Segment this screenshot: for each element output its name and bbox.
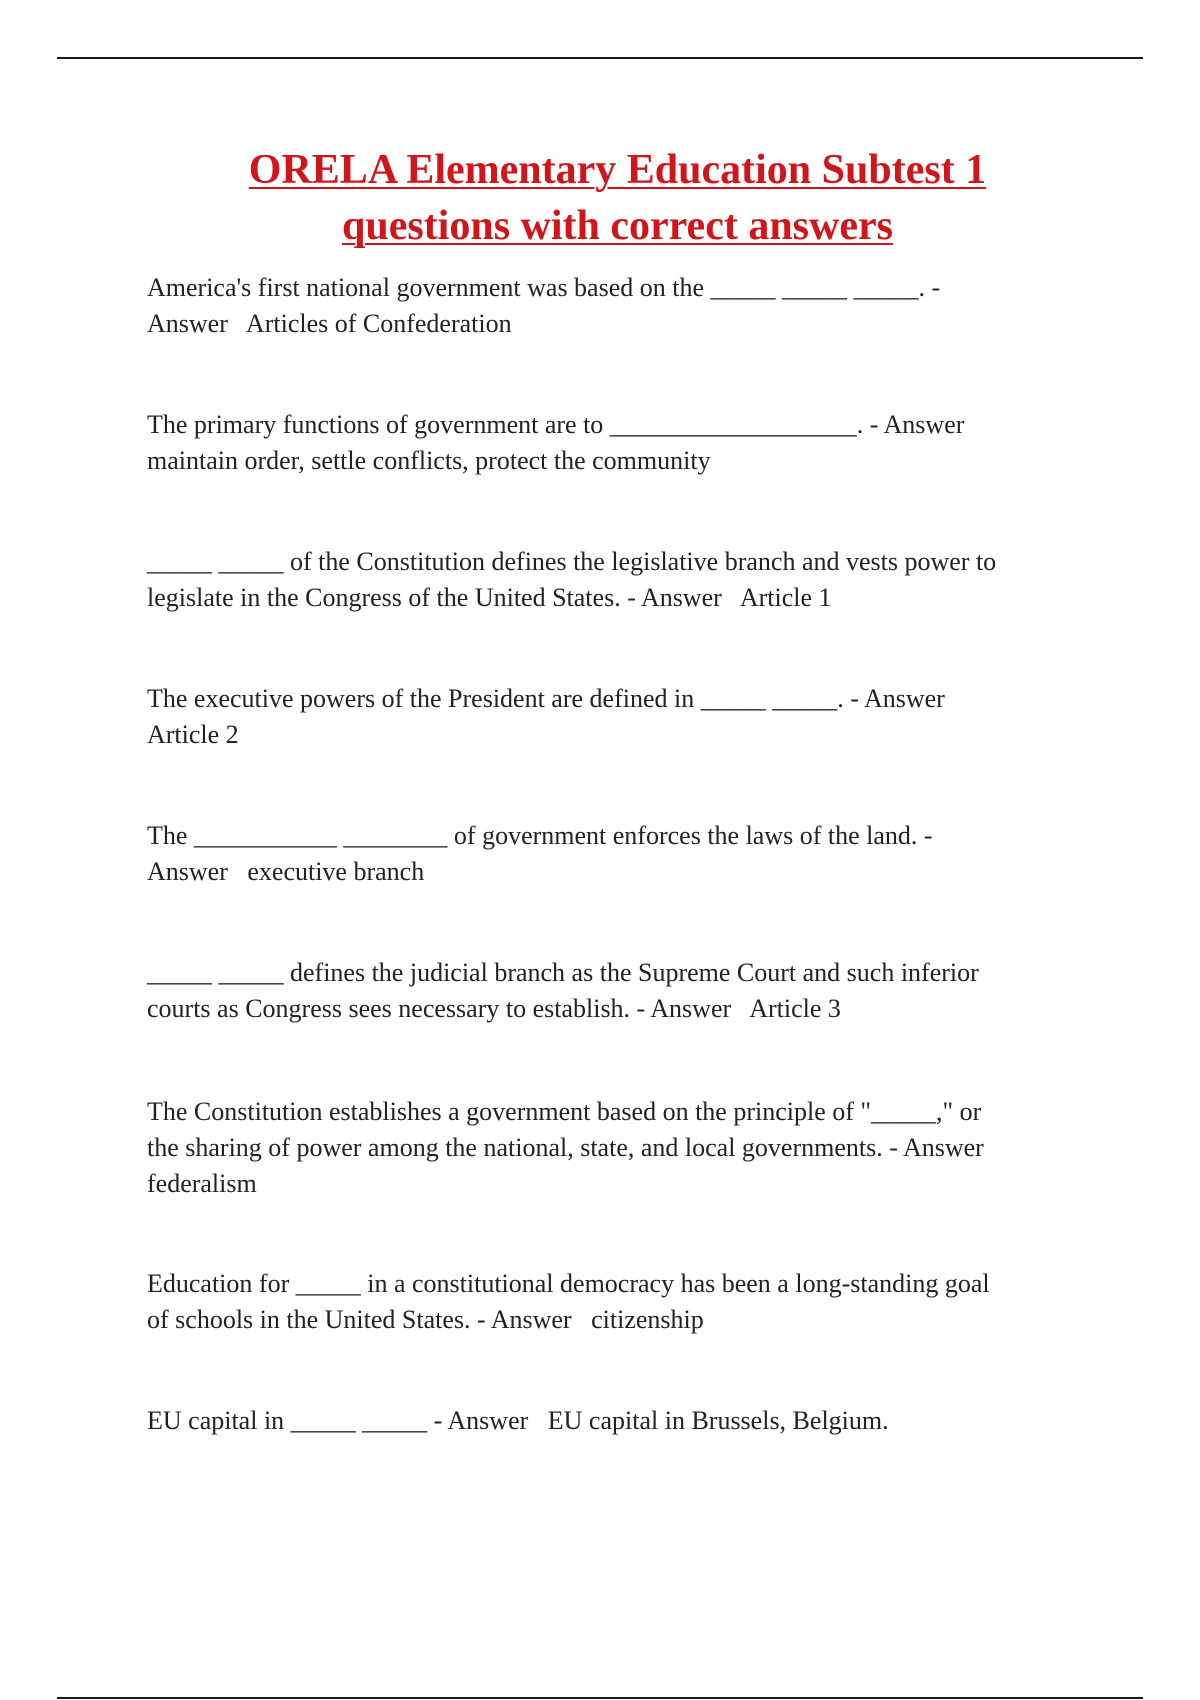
question-answer-8: Education for _____ in a constitutional democracy has been a long-standing goal of schools in the United States. - Answer citizenship — [147, 1269, 990, 1334]
document-title — [145, 142, 1090, 254]
question-answer-5: The ___________ ________ of government enforces the laws of the land. - Answer executive branch — [147, 821, 933, 886]
question-answer-6: _____ _____ defines the judicial branch as the Supreme Court and such inferior courts as Congress sees necessary to establish. - Answer Article 3 — [147, 958, 979, 1023]
question-answer-2: The primary functions of government are to ___________________. - Answer maintain order, settle conflicts, protect the community — [147, 410, 965, 475]
title-line-2: questions with correct answers — [341, 203, 893, 249]
bottom-rule — [57, 1697, 1143, 1699]
question-answer-7: The Constitution establishes a government based on the principle of "_____," or the sharing of power among the national, state, and local governments. - Answer federalism — [147, 1097, 984, 1198]
question-answer-3: _____ _____ of the Constitution defines the legislative branch and vests power to legislate in the Congress of the United States. - Answer Article 1 — [147, 547, 997, 612]
question-answer-9: EU capital in _____ _____ - Answer EU capital in Brussels, Belgium. — [147, 1406, 889, 1435]
question-answer-1: America's first national government was based on the _____ _____ _____. - Answer Articles of Confederation — [147, 273, 941, 338]
title-line-1: ORELA Elementary Education Subtest 1 — [248, 147, 987, 193]
top-rule — [57, 57, 1143, 59]
question-answer-4: The executive powers of the President are defined in _____ _____. - Answer Article 2 — [147, 684, 945, 749]
